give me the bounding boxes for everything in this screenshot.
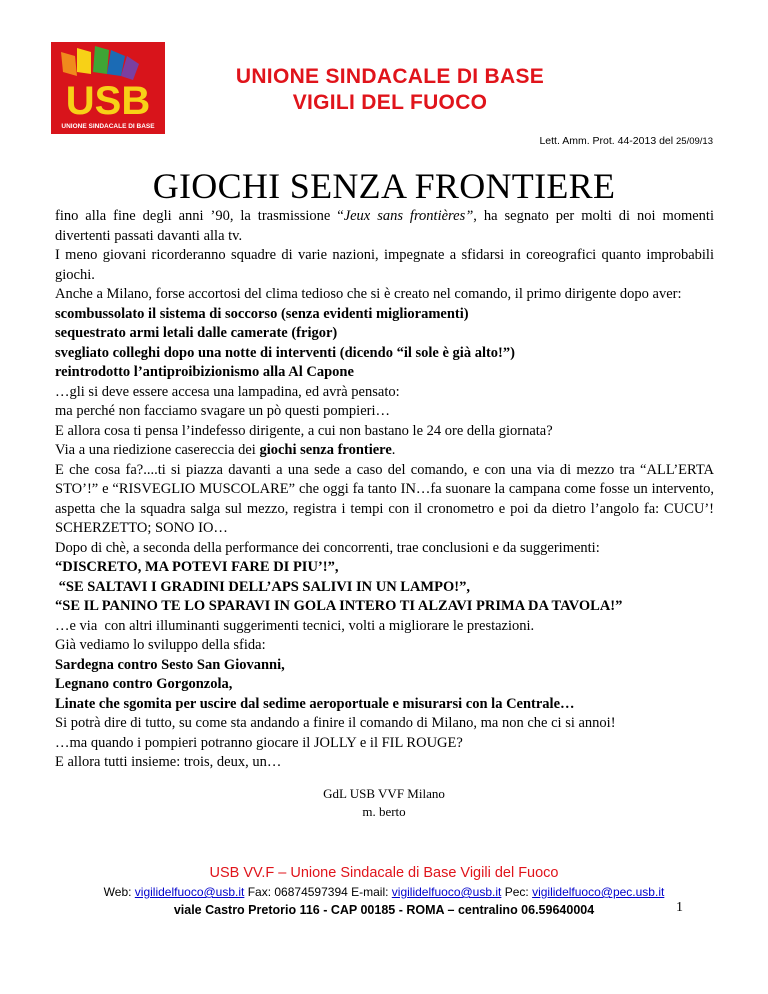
paragraph: …gli si deve essere accesa una lampadina, ed avrà pensato: [55,383,400,400]
bold-list-item: svegliato colleghi dopo una notte di interventi (dicendo “il sole è già alto!”) [55,344,515,361]
footer [0,863,768,919]
signature-line-2: m. berto [362,804,406,819]
paragraph: Via a una riedizione casereccia dei giochi senza frontiere. [55,442,396,458]
paragraph: Dopo di chè, a seconda della performance dei concorrenti, trae conclusioni e da suggerimenti: [55,539,600,556]
logo-subtext: UNIONE SINDACALE DI BASE [61,123,155,130]
paragraph: …e via con altri illuminanti suggerimenti tecnici, volti a migliorare le prestazioni. [55,617,535,634]
match-line: Linate che sgomita per uscire dal sedime aeroportuale e misurarsi con la Centrale… [55,695,575,712]
usb-logo [51,42,165,134]
match-line: Sardegna contro Sesto San Giovanni, [55,656,285,673]
footer-contacts: Web: vigilidelfuoco@usb.it Fax: 06874597394 E-mail: vigilidelfuoco@usb.it Pec: vigilidelfuoco@pec.usb.it [103,885,665,899]
letter-body [55,207,714,773]
logo-text: USB [65,79,151,123]
pec-link[interactable]: vigilidelfuoco@pec.usb.it [532,885,665,899]
paragraph: I meno giovani ricorderanno squadre di varie nazioni, impegnate a sfidarsi in coreografici quanto improbabili giochi. [55,247,714,283]
organization-name [180,64,600,116]
protocol-reference [539,135,713,147]
document-title: GIOCHI SENZA FRONTIERE [152,166,616,206]
paragraph: ma perché non facciamo svagare un pò questi pompieri… [55,403,390,419]
paragraph: Si potrà dire di tutto, su come sta andando a finire il comando di Milano, ma non che ci si annoi! [55,715,616,731]
ref-label: Lett. Amm. Prot. 44-2013 del [539,135,674,147]
paragraph: E che cosa fa?....ti si piazza davanti a una sede a caso del comando, e con una via di mezzo tra “ALL’ERTA STO’!” e “RISVEGLIO MUSCOLARE” che oggi fa tanto IN…fa suonare la campana come fosse un intervento, aspetta che la squadra salga sul mezzo, registra i tempi con il cronometro e poi da dietro l’angolo fa: CUCU’! SCHERZETTO; SONO IO… [55,461,714,536]
match-line: Legnano contro Gorgonzola, [55,676,233,692]
quote-line: “SE IL PANINO TE LO SPARAVI IN GOLA INTERO TI ALZAVI PRIMA DA TAVOLA!” [55,598,623,614]
bold-list-item: scombussolato il sistema di soccorso (senza evidenti miglioramenti) [55,305,469,322]
bold-list-item: reintrodotto l’antiproibizionismo alla Al Capone [55,364,354,380]
web-link[interactable]: vigilidelfuoco@usb.it [134,885,245,899]
ref-date: 25/09/13 [676,136,713,147]
org-line-2: VIGILI DEL FUOCO [292,91,488,114]
paragraph: fino alla fine degli anni ’90, la trasmissione “Jeux sans frontières”, ha segnato per molti di noi momenti divertenti passati davanti alla tv. [55,208,714,244]
footer-address: viale Castro Pretorio 116 - CAP 00185 - ROMA – centralino 06.59640004 [173,903,595,917]
quote-line: “DISCRETO, MA POTEVI FARE DI PIU’!”, [55,559,339,575]
bold-list-item: sequestrato armi letali dalle camerate (frigor) [55,325,338,341]
org-line-1: UNIONE SINDACALE DI BASE [235,65,545,88]
quote-line: “SE SALTAVI I GRADINI DELL’APS SALIVI IN UN LAMPO!”, [55,578,470,595]
footer-org: USB VV.F – Unione Sindacale di Base Vigili del Fuoco [209,865,559,881]
signature-line-1: GdL USB VVF Milano [323,786,445,801]
paragraph: Anche a Milano, forse accortosi del clima tedioso che si è creato nel comando, il primo dirigente dopo aver: [55,286,682,302]
paragraph: Già vediamo lo sviluppo della sfida: [55,637,266,653]
paragraph: …ma quando i pompieri potranno giocare il JOLLY e il FIL ROUGE? [55,734,463,751]
email-link[interactable]: vigilidelfuoco@usb.it [391,885,502,899]
paragraph: E allora tutti insieme: trois, deux, un… [55,754,282,770]
page-number: 1 [676,900,683,915]
paragraph: E allora cosa ti pensa l’indefesso dirigente, a cui non bastano le 24 ore della giornata? [55,422,553,439]
signature [0,785,768,821]
